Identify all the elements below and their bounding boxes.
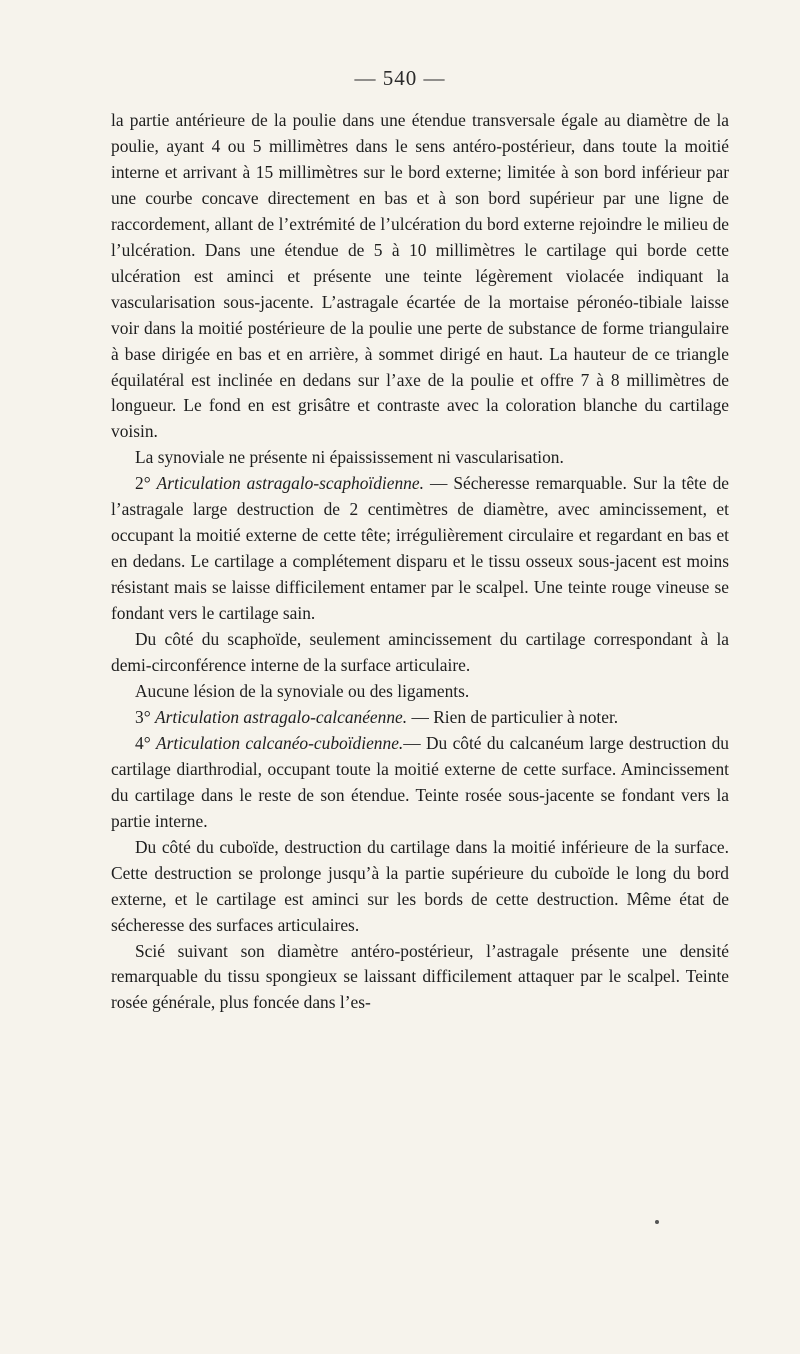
ink-speck bbox=[655, 1220, 659, 1224]
paragraph bbox=[111, 108, 729, 445]
text-run: Scié suivant son diamètre antéro-postérieur, l’astragale présente une densité remarquable du tissu spongieux se laissant difficilement attaquer par le scalpel. Teinte rosée générale, plus foncée dans l’es- bbox=[111, 940, 729, 1013]
text-run: la partie antérieure de la poulie dans une étendue transversale égale au diamètre de la poulie, ayant 4 ou 5 millimètres dans le sens antéro-postérieur, dans toute la moitié interne et arrivant à 15 millimètres sur le bord externe; limitée à son bord inférieur par une courbe concave directement en bas et à son bord supérieur par une ligne de raccordement, allant de l’extrémité de l’ulcération du bord externe rejoindre le milieu de l’ulcération. Dans une étendue de 5 à 10 millimètres le cartilage qui borde cette ulcération est aminci et présente une teinte légèrement violacée indiquant la vascularisation sous-jacente. L’astragale écartée de la mortaise péronéo-tibiale laisse voir dans la moitié postérieure de la poulie une perte de substance de forme triangulaire à base dirigée en bas et en arrière, à sommet dirigé en haut. La hauteur de ce triangle équilatéral est inclinée en dedans sur l’axe de la poulie et offre 7 à 8 millimètres de longueur. Le fond en est grisâtre et contraste avec la coloration blanche du cartilage voisin. bbox=[111, 110, 729, 442]
section-heading: Articulation astragalo-scaphoïdienne. bbox=[156, 473, 424, 494]
paragraph bbox=[111, 705, 729, 731]
text-run: Du côté du scaphoïde, seulement amincissement du cartilage correspondant à la demi-circonférence interne de la surface articulaire. bbox=[111, 629, 729, 676]
paragraph bbox=[111, 679, 729, 705]
section-heading: Articulation calcanéo-cuboïdienne. bbox=[155, 732, 404, 753]
text-run: — Du côté du calcanéum large destruction du cartilage diarthrodial, occupant toute la moitié externe de cette surface. Amincissement du cartilage dans le reste de son étendue. Teinte rosée sous-jacente se fondant vers la partie interne. bbox=[111, 732, 730, 831]
page-number: — 540 — bbox=[354, 66, 446, 90]
paragraph bbox=[111, 445, 729, 471]
text-run: La synoviale ne présente ni épaississement ni vascularisation. bbox=[135, 447, 564, 468]
text-run: 3° bbox=[135, 706, 155, 727]
body-text bbox=[111, 108, 729, 1016]
text-run: 4° bbox=[135, 732, 156, 753]
section-heading: Articulation astragalo-calcanéenne. bbox=[155, 706, 408, 727]
text-run: Aucune lésion de la synoviale ou des ligaments. bbox=[135, 680, 470, 701]
paragraph bbox=[111, 731, 729, 835]
text-run: 2° bbox=[135, 473, 157, 494]
text-run: — Rien de particulier à noter. bbox=[407, 706, 619, 727]
paragraph bbox=[111, 471, 729, 627]
text-run: — Sécheresse remarquable. Sur la tête de l’astragale large destruction de 2 centimètres de diamètre, avec amincissement, et occupant la moitié externe de cette tête; irrégulièrement circulaire et regardant en bas et en dedans. Le cartilage a complétement disparu et le tissu osseux sous-jacent est moins résistant mais se laisse difficilement entamer par le scalpel. Une teinte rouge vineuse se fondant vers le cartilage sain. bbox=[111, 473, 729, 624]
paragraph bbox=[111, 835, 729, 939]
paragraph bbox=[111, 939, 729, 1017]
text-run: Du côté du cuboïde, destruction du cartilage dans la moitié inférieure de la surface. Cette destruction se prolonge jusqu’à la partie supérieure du cuboïde le long du bord externe, et le cartilage est aminci sur les bords de cette destruction. Même état de sécheresse des surfaces articulaires. bbox=[111, 836, 729, 935]
paragraph bbox=[111, 627, 729, 679]
